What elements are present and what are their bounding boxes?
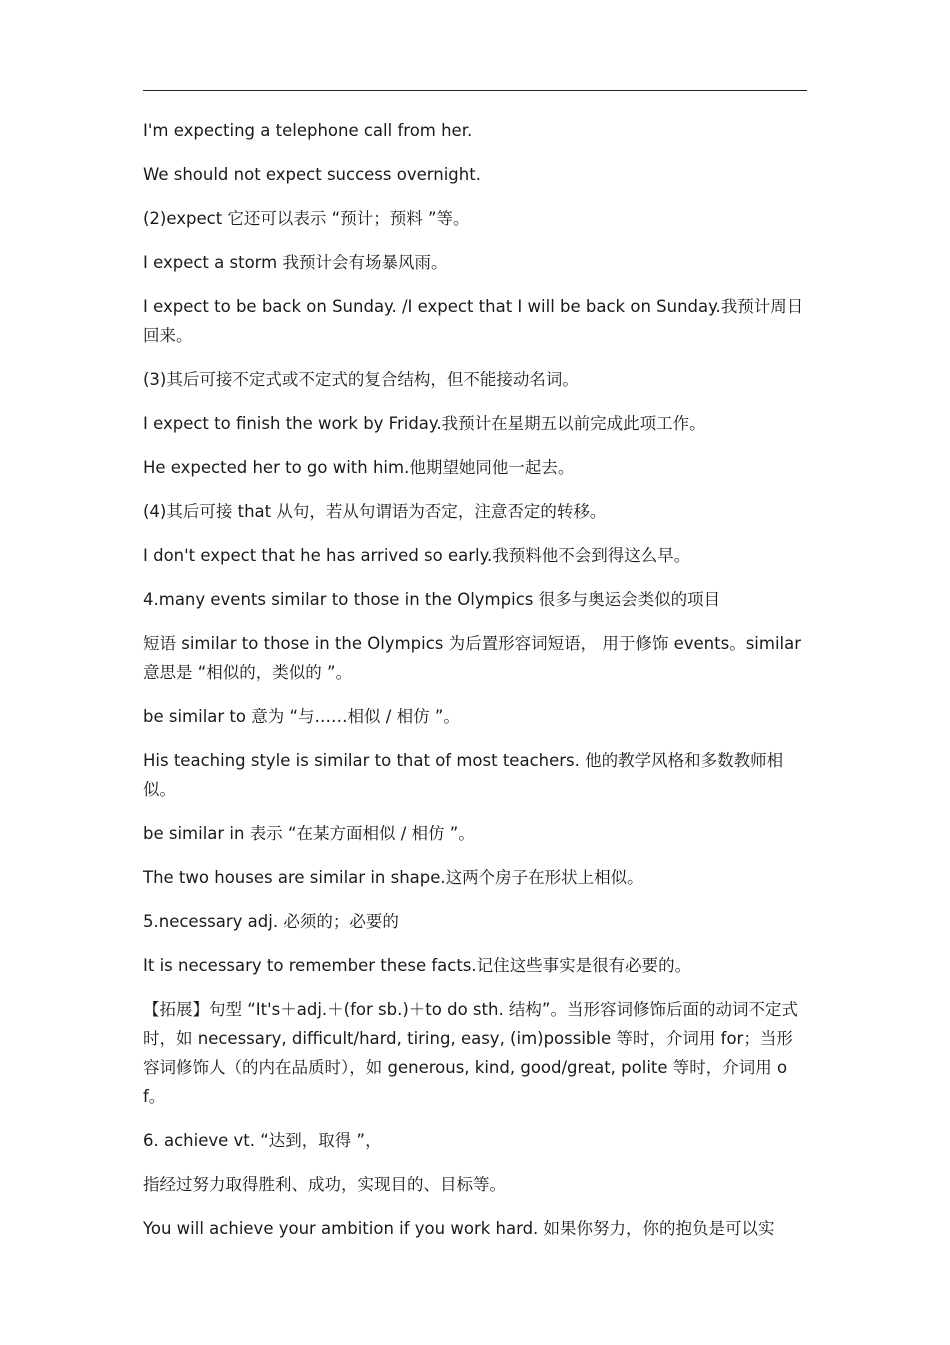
paragraph: be similar to 意为 “与……相似 / 相仿 ”。: [143, 707, 460, 726]
paragraph: (3)其后可接不定式或不定式的复合结构，但不能接动名词。: [143, 370, 579, 389]
paragraph: He expected her to go with him.他期望她同他一起去。: [143, 458, 575, 477]
paragraph: I don't expect that he has arrived so early.我预料他不会到得这么早。: [143, 546, 691, 565]
paragraph: The two houses are similar in shape.这两个房子在形状上相似。: [143, 868, 644, 887]
paragraph: I expect a storm 我预计会有场暴风雨。: [143, 253, 448, 272]
paragraph: I expect to finish the work by Friday.我预计在星期五以前完成此项工作。: [143, 414, 706, 433]
paragraph: (4)其后可接 that 从句，若从句谓语为否定，注意否定的转移。: [143, 502, 607, 521]
paragraph: be similar in 表示 “在某方面相似 / 相仿 ”。: [143, 824, 475, 843]
paragraph: His teaching style is similar to that of most teachers. 他的教学风格和多数教师相似。: [143, 751, 784, 799]
header-rule: [143, 90, 807, 91]
paragraph: I'm expecting a telephone call from her.: [143, 121, 473, 140]
extension-note: 【拓展】句型 “It's＋adj.＋(for sb.)＋to do sth. 结构”。当形容词修饰后面的动词不定式时，如 necessary, difficult/hard, tiring, easy, (im)possible 等时，介词用 for；当形容词修饰人（的内在品质时），如 generous, kind, good/great, polite 等时，介词用 of。: [143, 1000, 798, 1106]
paragraph: We should not expect success overnight.: [143, 165, 481, 184]
paragraph: You will achieve your ambition if you work hard. 如果你努力，你的抱负是可以实: [143, 1219, 775, 1238]
section-heading: 6. achieve vt. “达到，取得 ”，: [143, 1131, 382, 1150]
paragraph: It is necessary to remember these facts.记住这些事实是很有必要的。: [143, 956, 692, 975]
paragraph: I expect to be back on Sunday. /I expect that I will be back on Sunday.我预计周日回来。: [143, 297, 804, 345]
paragraph: 指经过努力取得胜利、成功，实现目的、目标等。: [143, 1175, 506, 1194]
paragraph: (2)expect 它还可以表示 “预计；预料 ”等。: [143, 209, 470, 228]
paragraph: 短语 similar to those in the Olympics 为后置形容词短语， 用于修饰 events。similar 意思是 “相似的，类似的 ”。: [143, 634, 802, 682]
section-heading: 4.many events similar to those in the Olympics 很多与奥运会类似的项目: [143, 590, 721, 609]
section-heading: 5.necessary adj. 必须的；必要的: [143, 912, 399, 931]
document-body: [143, 116, 807, 1243]
